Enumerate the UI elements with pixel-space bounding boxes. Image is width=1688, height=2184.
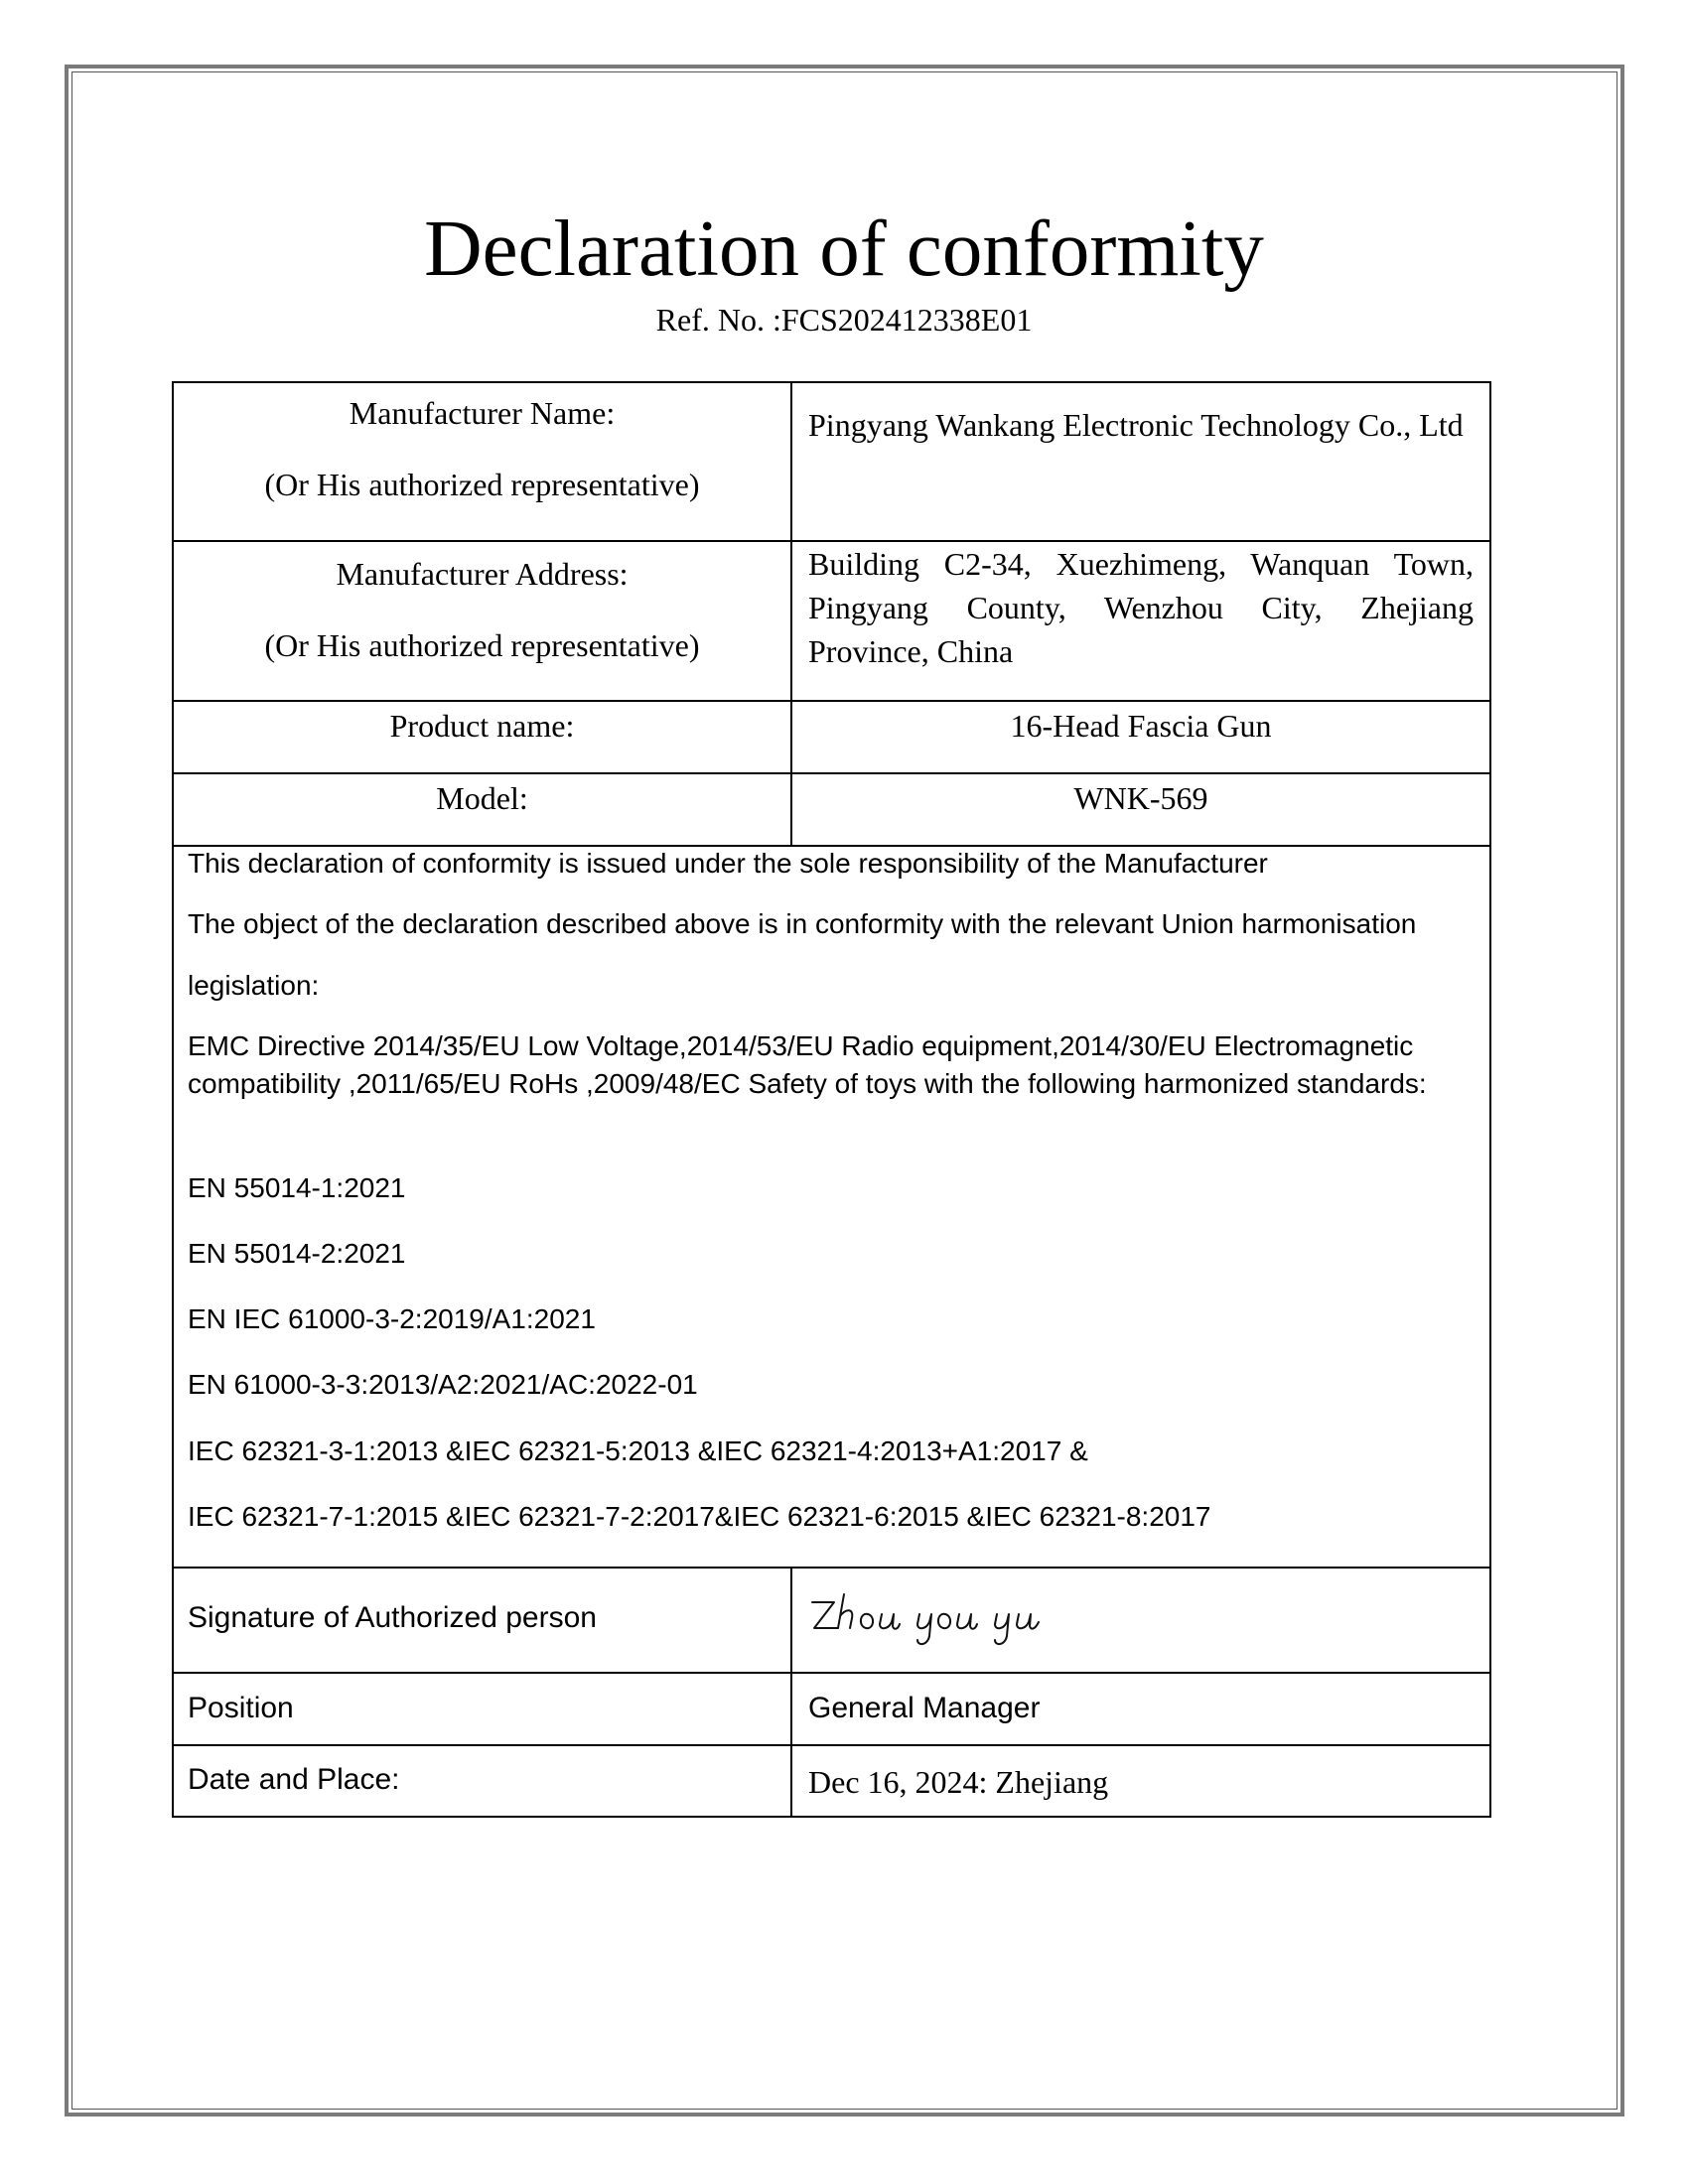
model-label: Model: (436, 780, 528, 816)
signature-label-cell (172, 1567, 792, 1674)
date-place-label: Date and Place: (188, 1763, 400, 1796)
manufacturer-address-value-cell (790, 540, 1491, 702)
product-name-label: Product name: (389, 708, 575, 744)
manufacturer-address-label: Manufacturer Address: (336, 556, 629, 592)
standard-item: EN 55014-1:2021 (188, 1172, 406, 1203)
standard-item: IEC 62321-3-1:2013 &IEC 62321-5:2013 &IEC 62321-4:2013+A1:2017 & (188, 1435, 1088, 1466)
reference-number: Ref. No. :FCS202412338E01 (655, 302, 1033, 338)
declaration-directives: EMC Directive 2014/35/EU Low Voltage,2014/53/EU Radio equipment,2014/30/EU Electromagnetic compatibility ,2011/65/EU RoHs ,2009/48/EC Safety of toys with the following harmonized standards: (188, 1030, 1427, 1099)
standard-item: EN 55014-2:2021 (188, 1238, 406, 1269)
declaration-legislation-label: legislation: (188, 970, 320, 1001)
product-name-value: 16-Head Fascia Gun (1010, 708, 1272, 744)
manufacturer-name-label-note: (Or His authorized representative) (264, 467, 700, 502)
signature-label: Signature of Authorized person (188, 1601, 597, 1634)
signature-value-cell (790, 1567, 1491, 1674)
manufacturer-name-value-cell (790, 381, 1491, 542)
date-value-cell (790, 1744, 1491, 1818)
manufacturer-name-label-cell (172, 381, 792, 542)
manufacturer-name-label: Manufacturer Name: (349, 395, 616, 431)
position-value-cell (790, 1672, 1491, 1746)
model-value-cell (790, 772, 1491, 847)
standard-item: EN IEC 61000-3-2:2019/A1:2021 (188, 1303, 596, 1334)
handwritten-signature (808, 1588, 1047, 1648)
position-value: General Manager (808, 1692, 1041, 1724)
position-label: Position (188, 1692, 294, 1724)
model-value: WNK-569 (1073, 780, 1208, 816)
manufacturer-name-value: Pingyang Wankang Electronic Technology Co., Ltd (808, 407, 1464, 443)
date-place-value: Dec 16, 2024: Zhejiang (808, 1764, 1109, 1800)
document-title: Declaration of conformity (424, 204, 1264, 293)
date-label-cell (172, 1744, 792, 1818)
model-label-cell (172, 772, 792, 847)
manufacturer-address-value: Building C2-34, Xuezhimeng, Wanquan Town, Pingyang County, Wenzhou City, Zhejiang Province, China (808, 546, 1474, 669)
manufacturer-address-label-cell (172, 540, 792, 702)
product-name-label-cell (172, 700, 792, 774)
standard-item: IEC 62321-7-1:2015 &IEC 62321-7-2:2017&IEC 62321-6:2015 &IEC 62321-8:2017 (188, 1501, 1211, 1532)
position-label-cell (172, 1672, 792, 1746)
manufacturer-address-label-note: (Or His authorized representative) (264, 627, 700, 663)
product-name-value-cell (790, 700, 1491, 774)
standard-item: EN 61000-3-3:2013/A2:2021/AC:2022-01 (188, 1369, 698, 1400)
declaration-responsibility: This declaration of conformity is issued under the sole responsibility of the Manufacturer (188, 848, 1268, 879)
declaration-conformity: The object of the declaration described above is in conformity with the relevant Union harmonisation (188, 908, 1417, 939)
